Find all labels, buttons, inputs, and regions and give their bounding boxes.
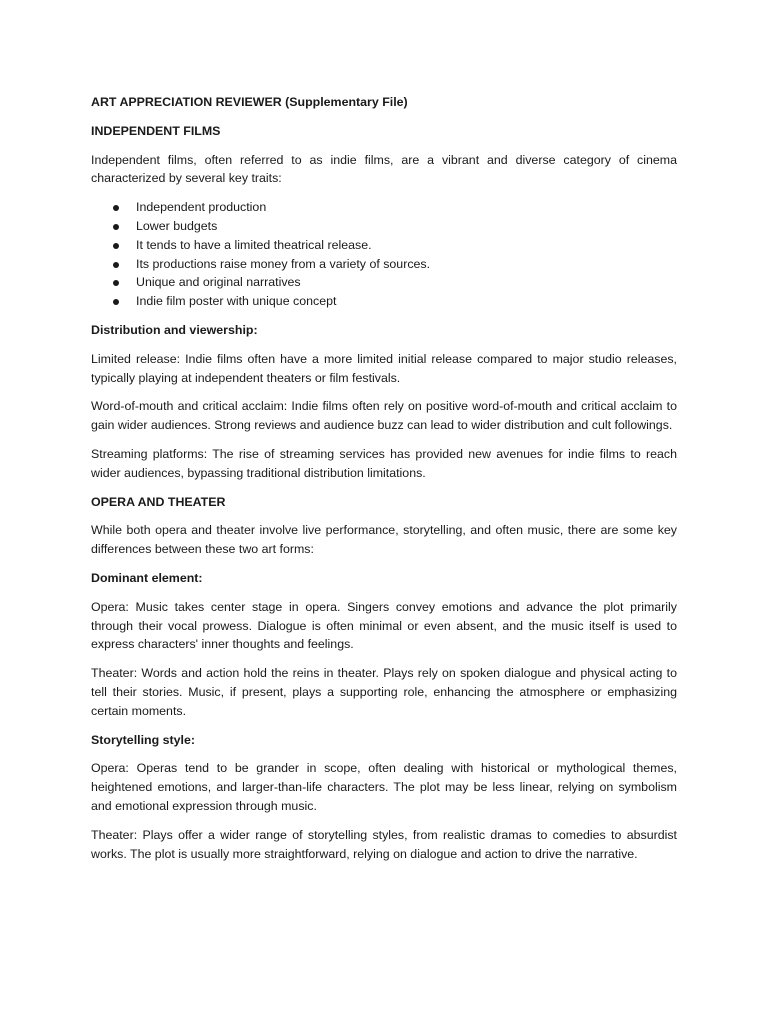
independent-films-intro: Independent films, often referred to as indie films, are a vibrant and diverse category of cinema characterized by several key traits:: [91, 152, 677, 186]
document-title: ART APPRECIATION REVIEWER (Supplementary File): [91, 95, 408, 109]
paragraph-streaming: Streaming platforms: The rise of streaming services has provided new avenues for indie films to reach wider audiences, bypassing traditional distribution limitations.: [91, 446, 677, 480]
list-item: [91, 292, 677, 311]
paragraph-limited-release: Limited release: Indie films often have a more limited initial release compared to major studio releases, typically playing at independent theaters or film festivals.: [91, 351, 677, 385]
trait-text: Lower budgets: [136, 218, 218, 233]
heading-distribution: Distribution and viewership:: [91, 322, 258, 337]
trait-text: Its productions raise money from a variety of sources.: [136, 256, 431, 271]
trait-text: It tends to have a limited theatrical release.: [136, 237, 372, 252]
bullet-icon: [113, 262, 119, 268]
heading-storytelling-style: Storytelling style:: [91, 732, 195, 747]
bullet-icon: [113, 299, 119, 305]
trait-text: Unique and original narratives: [136, 275, 301, 290]
bullet-icon: [113, 205, 119, 211]
paragraph-word-of-mouth: Word-of-mouth and critical acclaim: Indie films often rely on positive word-of-mouth and critical acclaim to gain wider audiences. Strong reviews and audience buzz can lead to wider distribution and cult followings.: [91, 399, 677, 433]
list-item: [91, 198, 677, 217]
paragraph-dominant-opera: Opera: Music takes center stage in opera. Singers convey emotions and advance the plot primarily through their vocal prowess. Dialogue is often minimal or even absent, and the music itself is used to express characters' inner thoughts and feelings.: [91, 599, 677, 652]
bullet-icon: [113, 280, 119, 286]
trait-text: Independent production: [136, 200, 267, 215]
heading-dominant-element: Dominant element:: [91, 570, 203, 585]
heading-opera-theater: OPERA AND THEATER: [91, 494, 226, 509]
list-item: [91, 255, 677, 274]
paragraph-story-theater: Theater: Plays offer a wider range of storytelling styles, from realistic dramas to comedies to absurdist works. The plot is usually more straightforward, relying on dialogue and action to drive the narrative.: [91, 827, 677, 861]
traits-list: [91, 198, 677, 311]
opera-theater-intro: While both opera and theater involve live performance, storytelling, and often music, there are some key differences between these two art forms:: [91, 523, 677, 557]
bullet-icon: [113, 224, 119, 230]
list-item: [91, 273, 677, 292]
paragraph-story-opera: Opera: Operas tend to be grander in scope, often dealing with historical or mythological themes, heightened emotions, and larger-than-life characters. The plot may be less linear, relying on symbolism and emotional expression through music.: [91, 761, 677, 813]
heading-independent-films: INDEPENDENT FILMS: [91, 123, 221, 138]
trait-text: Indie film poster with unique concept: [136, 294, 337, 309]
list-item: [91, 236, 677, 255]
bullet-icon: [113, 243, 119, 249]
list-item: [91, 217, 677, 236]
paragraph-dominant-theater: Theater: Words and action hold the reins in theater. Plays rely on spoken dialogue and physical acting to tell their stories. Music, if present, plays a supporting role, enhancing the atmosphere or emphasizing certain moments.: [91, 666, 677, 718]
document-body: [91, 93, 677, 863]
